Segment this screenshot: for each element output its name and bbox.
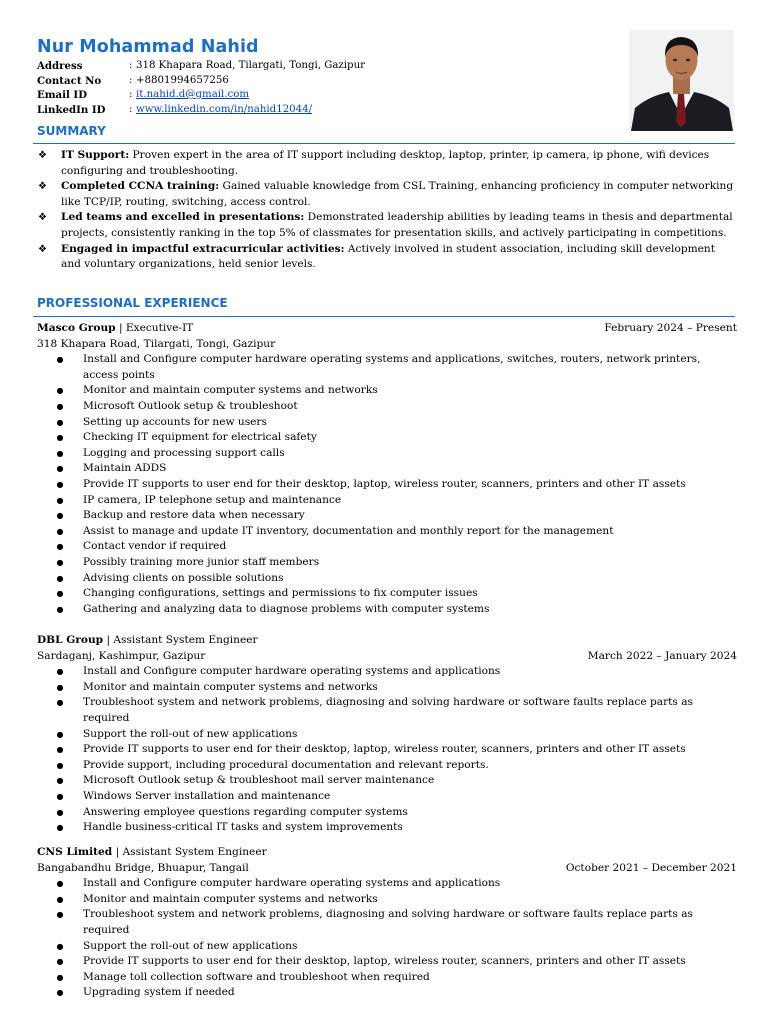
bullet-dot-icon: ● [56, 791, 64, 801]
experience-heading: PROFESSIONAL EXPERIENCE [37, 296, 228, 310]
duty-text: Provide IT supports to user end for their desktop, laptop, wireless router, scanners, printers and other IT assets [83, 743, 686, 756]
duty-item [37, 555, 737, 571]
summary-heading: SUMMARY [37, 124, 106, 138]
bullet-dot-icon: ● [56, 941, 64, 951]
bullet-dot-icon: ● [56, 448, 64, 458]
contact-address-row [37, 59, 365, 74]
summary-item-lead: IT Support: [61, 149, 130, 161]
duty-item [37, 820, 737, 836]
duty-text: Answering employee questions regarding computer systems [83, 805, 408, 818]
diamond-bullet-icon: ❖ [38, 243, 47, 255]
duty-item [37, 415, 737, 431]
summary-item [38, 179, 738, 210]
bullet-dot-icon: ● [56, 355, 64, 365]
diamond-bullet-icon: ❖ [38, 150, 47, 161]
diamond-bullet-icon: ❖ [38, 181, 47, 193]
duty-text: Assist to manage and update IT inventory, documentation and monthly report for the management [83, 524, 614, 537]
summary-divider [33, 143, 735, 144]
duty-text: Manage toll collection software and troubleshoot when required [83, 970, 430, 983]
title-separator: | [112, 846, 123, 858]
duty-item [37, 430, 737, 446]
duty-text: Setting up accounts for new users [83, 415, 267, 428]
duty-item [37, 508, 737, 524]
summary-item-body: Actively involved in student association, including skill development and voluntary organizations, held senior levels. [61, 242, 715, 271]
duty-item [37, 985, 737, 1001]
bullet-dot-icon: ● [56, 957, 64, 967]
bullet-dot-icon: ● [56, 417, 64, 427]
bullet-dot-icon: ● [56, 879, 64, 889]
bullet-dot-icon: ● [56, 807, 64, 817]
bullet-dot-icon: ● [56, 988, 64, 998]
job-title-line [37, 321, 193, 337]
duty-text: Windows Server installation and maintenance [83, 789, 331, 802]
duty-item [37, 602, 737, 618]
job-duties [37, 664, 737, 836]
bullet-dot-icon: ● [56, 479, 64, 489]
duty-text: Monitor and maintain computer systems and networks [83, 892, 378, 905]
job-dates: March 2022 – January 2024 [587, 649, 737, 662]
address-value: 318 Khapara Road, Tilargati, Tongi, Gazipur [136, 60, 366, 71]
email-link[interactable]: it.nahid.d@gmail.com [136, 89, 250, 100]
duty-text: Support the roll-out of new applications [83, 727, 298, 740]
job-dbl-group [37, 633, 737, 836]
summary-item-text [61, 242, 738, 273]
bullet-dot-icon: ● [56, 542, 64, 552]
duty-item [37, 539, 737, 555]
job-header [37, 321, 737, 337]
company-name: DBL Group [37, 634, 104, 646]
summary-item-text [61, 210, 738, 241]
duty-text: Backup and restore data when necessary [83, 509, 305, 522]
duty-item [37, 907, 737, 938]
duty-item [37, 892, 737, 908]
summary-item [38, 210, 738, 241]
profile-photo-illustration [629, 30, 734, 131]
job-masco-group [37, 321, 737, 617]
duty-text: Maintain ADDS [83, 462, 167, 475]
bullet-dot-icon: ● [56, 776, 64, 786]
bullet-dot-icon: ● [56, 511, 64, 521]
contact-label: Email ID [37, 89, 88, 101]
summary-list [38, 148, 738, 273]
contact-phone-row [37, 74, 365, 89]
job-role: Assistant System Engineer [113, 634, 258, 646]
bullet-dot-icon: ● [56, 667, 64, 677]
duty-text: Possibly training more junior staff members [83, 555, 320, 568]
duty-text: Logging and processing support calls [83, 446, 285, 459]
duty-text: Support the roll-out of new applications [83, 939, 298, 952]
company-name: Masco Group [37, 322, 116, 334]
duty-item [37, 461, 737, 477]
title-separator: | [115, 322, 126, 334]
duty-text: IP camera, IP telephone setup and maintenance [83, 493, 342, 506]
bullet-dot-icon: ● [56, 698, 64, 708]
job-role: Assistant System Engineer [122, 846, 267, 858]
duty-item [37, 758, 737, 774]
duty-text: Install and Configure computer hardware operating systems and applications [83, 665, 501, 678]
bullet-dot-icon: ● [56, 495, 64, 505]
duty-text: Microsoft Outlook setup & troubleshoot mail server maintenance [83, 774, 435, 787]
duty-item [37, 383, 737, 399]
bullet-dot-icon: ● [56, 557, 64, 567]
duty-text: Gathering and analyzing data to diagnose problems with computer systems [83, 602, 490, 615]
bullet-dot-icon: ● [56, 910, 64, 920]
bullet-dot-icon: ● [56, 589, 64, 599]
job-location: Sardaganj, Kashimpur, Gazipur [37, 649, 206, 662]
contact-label: Contact No [37, 74, 102, 87]
duty-text: Microsoft Outlook setup & troubleshoot [83, 399, 298, 412]
contact-colon: : [129, 89, 133, 100]
job-duties [37, 352, 737, 617]
duty-text: Troubleshoot system and network problems, diagnosing and solving hardware or software faults replace parts as required [83, 908, 693, 936]
job-location: Bangabandhu Bridge, Bhuapur, Tangail [37, 861, 249, 874]
duty-item [37, 773, 737, 789]
duty-item [37, 727, 737, 743]
duty-item [37, 524, 737, 540]
bullet-dot-icon: ● [56, 573, 64, 583]
bullet-dot-icon: ● [56, 682, 64, 692]
duty-item [37, 446, 737, 462]
duty-item [37, 586, 737, 602]
bullet-dot-icon: ● [56, 526, 64, 536]
job-location-row [37, 649, 737, 665]
duty-text: Provide IT supports to user end for their desktop, laptop, wireless router, scanners, printers and other IT assets [83, 477, 686, 490]
contact-colon: : [129, 60, 133, 71]
duty-text: Monitor and maintain computer systems and networks [83, 384, 378, 397]
bullet-dot-icon: ● [56, 464, 64, 474]
bullet-dot-icon: ● [56, 760, 64, 770]
duty-text: Contact vendor if required [83, 540, 227, 553]
bullet-dot-icon: ● [56, 745, 64, 755]
bullet-dot-icon: ● [56, 972, 64, 982]
duty-text: Monitor and maintain computer systems and networks [83, 680, 378, 693]
duty-item [37, 477, 737, 493]
contact-linkedin-row [37, 103, 365, 118]
duty-item [37, 695, 737, 726]
job-title-line [37, 845, 737, 861]
bullet-dot-icon: ● [56, 894, 64, 904]
summary-item-body: Demonstrated leadership abilities by leading teams in thesis and departmental projects, consistently ranking in the top 5% of classmates for presentation skills, and actively participating in competitions. [61, 211, 733, 239]
duty-item [37, 954, 737, 970]
contact-label: LinkedIn ID [37, 103, 106, 116]
duty-item [37, 571, 737, 587]
duty-text: Provide support, including procedural documentation and relevant reports. [83, 758, 489, 771]
contact-label: Address [37, 60, 83, 72]
duty-item [37, 742, 737, 758]
summary-item [38, 148, 738, 179]
contact-colon: : [129, 103, 133, 115]
summary-item-lead: Led teams and excelled in presentations: [61, 211, 305, 224]
job-title-line [37, 633, 737, 649]
candidate-name: Nur Mohammad Nahid [37, 37, 259, 57]
duty-text: Changing configurations, settings and permissions to fix computer issues [83, 587, 478, 600]
summary-item-text [61, 148, 738, 179]
phone-value: +8801994657256 [136, 74, 229, 86]
bullet-dot-icon: ● [56, 401, 64, 411]
duty-text: Install and Configure computer hardware operating systems and applications, switches, routers, network printers, access points [83, 353, 701, 381]
bullet-dot-icon: ● [56, 823, 64, 833]
bullet-dot-icon: ● [56, 386, 64, 396]
summary-item-lead: Engaged in impactful extracurricular activities: [61, 242, 345, 255]
company-name: CNS Limited [37, 846, 113, 858]
duty-item [37, 664, 737, 680]
duty-text: Advising clients on possible solutions [83, 571, 284, 584]
summary-item-body: Gained valuable knowledge from CSL Training, enhancing proficiency in computer networking like TCP/IP, routing, switching, access control. [61, 180, 734, 208]
duty-item [37, 680, 737, 696]
job-location-row [37, 861, 737, 877]
duty-text: Provide IT supports to user end for their desktop, laptop, wireless router, scanners, printers and other IT assets [83, 955, 686, 968]
duty-item [37, 789, 737, 805]
summary-item-body: Proven expert in the area of IT support including desktop, laptop, printer, ip camera, ip phone, wifi devices configuring and troubleshooting. [61, 149, 710, 177]
duty-item [37, 939, 737, 955]
bullet-dot-icon: ● [56, 433, 64, 443]
duty-text: Checking IT equipment for electrical safety [83, 431, 317, 444]
duty-item [37, 399, 737, 415]
job-dates: February 2024 – Present [604, 322, 737, 334]
bullet-dot-icon: ● [56, 604, 64, 614]
linkedin-link[interactable]: www.linkedin.com/in/nahid12044/ [136, 103, 313, 115]
duty-item [37, 876, 737, 892]
profile-photo [629, 30, 734, 131]
job-duties [37, 876, 737, 1001]
job-role: Executive-IT [125, 322, 194, 334]
title-separator: | [103, 634, 114, 646]
summary-item [38, 242, 738, 273]
duty-item [37, 352, 737, 383]
duty-item [37, 805, 737, 821]
contact-colon: : [129, 74, 133, 86]
duty-text: Handle business-critical IT tasks and system improvements [83, 821, 403, 834]
duty-text: Troubleshoot system and network problems, diagnosing and solving hardware or software faults replace parts as required [83, 696, 693, 724]
duty-text: Install and Configure computer hardware operating systems and applications [83, 877, 501, 890]
contact-block [37, 59, 365, 117]
diamond-bullet-icon: ❖ [38, 212, 47, 224]
bullet-dot-icon: ● [56, 729, 64, 739]
experience-divider [33, 316, 735, 317]
summary-item-text [61, 179, 738, 210]
job-cns-limited [37, 845, 737, 1001]
job-dates: October 2021 – December 2021 [565, 861, 737, 874]
duty-item [37, 970, 737, 986]
contact-email-row [37, 88, 365, 103]
duty-item [37, 493, 737, 509]
job-location: 318 Khapara Road, Tilargati, Tongi, Gazipur [37, 337, 276, 350]
summary-item-lead: Completed CCNA training: [61, 180, 220, 193]
duty-text: Upgrading system if needed [83, 986, 235, 999]
